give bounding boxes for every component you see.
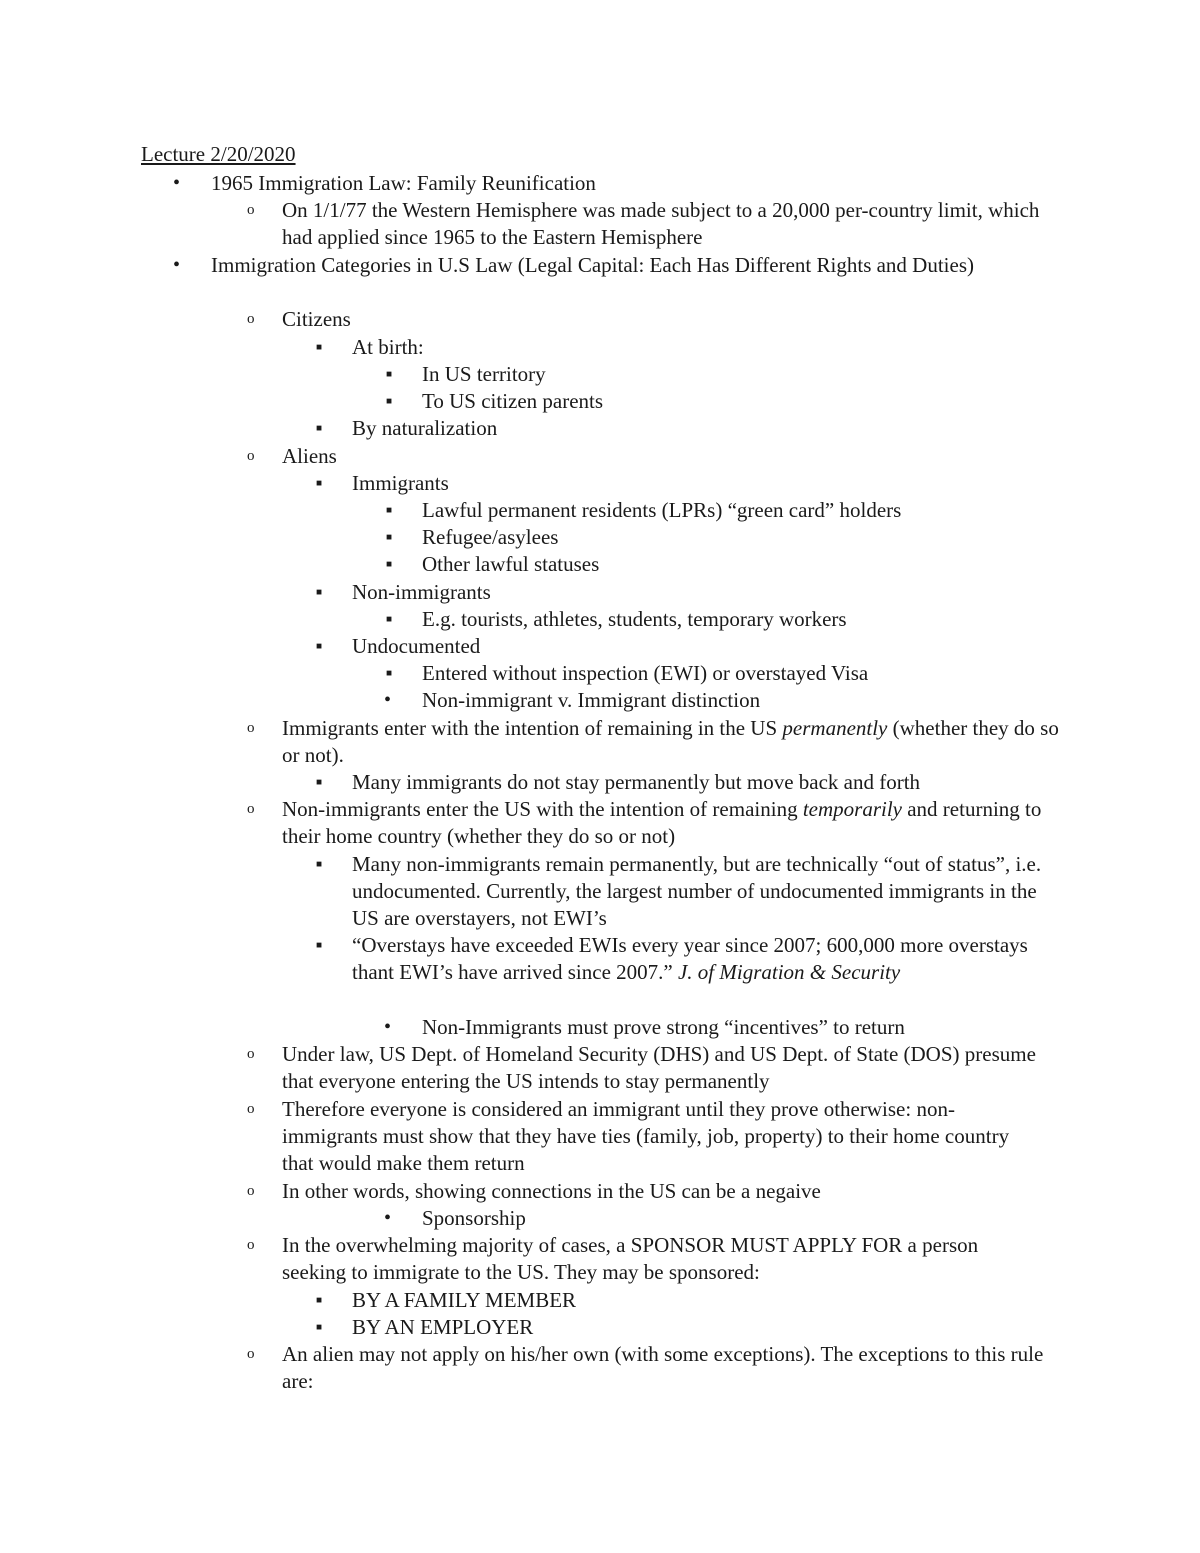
bullet-circle-icon: o (247, 311, 255, 327)
bullet-dot-icon: • (173, 254, 181, 276)
bullet-square-icon: ■ (386, 505, 393, 516)
bullet-dot-icon: • (384, 1207, 392, 1229)
bullet-square-icon: ■ (316, 1322, 323, 1333)
bullet-circle-icon: o (247, 448, 255, 464)
bullet-dot-icon: • (173, 172, 181, 194)
bullet-square-icon: ■ (316, 940, 323, 951)
bullet-circle-icon: o (247, 202, 255, 218)
bullet-circle-icon: o (247, 1237, 255, 1253)
list-item: ■ At birth: (352, 334, 1052, 361)
bullet-circle-icon: o (247, 1046, 255, 1062)
list-item: o Citizens (282, 306, 1042, 333)
bullet-square-icon: ■ (386, 396, 393, 407)
list-item: ■ Many non-immigrants remain permanently, but are technically “out of status”, i.e. undocumented. Currently, the largest number of undocumented immigrants in the US are overstayers, not EWI’s (316, 852, 1042, 931)
bullet-square-icon: ■ (316, 342, 323, 353)
list-item: • 1965 Immigration Law: Family Reunification (211, 170, 1111, 197)
bullet-circle-icon: o (247, 1346, 255, 1362)
list-item: ■ Refugee/asylees (422, 524, 1062, 551)
list-item: o An alien may not apply on his/her own (with some exceptions). The exceptions to this rule are: (247, 1342, 1044, 1394)
list-item: o Therefore everyone is considered an immigrant until they prove otherwise: non-immigrants must show that they have ties (family, job, property) to their home country that would make them return (247, 1097, 1010, 1176)
list-item: ■ Undocumented (352, 633, 1052, 660)
list-item: o Immigrants enter with the intention of remaining in the US permanently (whether they do so or not). (247, 716, 1059, 768)
list-item: • Non-immigrant v. Immigrant distinction (422, 687, 1062, 714)
list-item: • Sponsorship (422, 1205, 1062, 1232)
list-item: o Under law, US Dept. of Homeland Security (DHS) and US Dept. of State (DOS) presume that everyone entering the US intends to stay permanently (247, 1042, 1036, 1094)
list-item: ■ BY AN EMPLOYER (352, 1314, 1052, 1341)
list-item: ■ “Overstays have exceeded EWIs every year since 2007; 600,000 more overstays thant EWI’s have arrived since 2007.” J. of Migration & Security (316, 933, 1028, 985)
list-item: ■ Entered without inspection (EWI) or overstayed Visa (422, 660, 1062, 687)
list-item: o Aliens (282, 443, 1042, 470)
bullet-square-icon: ■ (386, 559, 393, 570)
bullet-circle-icon: o (247, 1183, 255, 1199)
list-item: ■ Other lawful statuses (422, 551, 1062, 578)
list-item: ■ BY A FAMILY MEMBER (352, 1287, 1052, 1314)
list-item: ■ E.g. tourists, athletes, students, temporary workers (422, 606, 1062, 633)
bullet-circle-icon: o (247, 801, 255, 817)
list-item: ■ Immigrants (352, 470, 1052, 497)
bullet-square-icon: ■ (316, 1295, 323, 1306)
list-item: o In the overwhelming majority of cases, a SPONSOR MUST APPLY FOR a person seeking to immigrate to the US. They may be sponsored: (247, 1233, 979, 1285)
list-item: o On 1/1/77 the Western Hemisphere was made subject to a 20,000 per-country limit, which had applied since 1965 to the Eastern Hemisphere (247, 198, 1040, 250)
list-item: ■ Lawful permanent residents (LPRs) “green card” holders (422, 497, 1062, 524)
bullet-square-icon: ■ (386, 668, 393, 679)
bullet-circle-icon: o (247, 720, 255, 736)
bullet-dot-icon: • (384, 689, 392, 711)
bullet-dot-icon: • (384, 1016, 392, 1038)
list-item: ■ Non-immigrants (352, 579, 1052, 606)
list-item: ■ Many immigrants do not stay permanently but move back and forth (352, 769, 1052, 796)
list-item: o Non-immigrants enter the US with the intention of remaining temporarily and returning to their home country (whether they do so or not) (247, 797, 1042, 849)
bullet-square-icon: ■ (316, 777, 323, 788)
bullet-square-icon: ■ (316, 859, 323, 870)
bullet-square-icon: ■ (316, 587, 323, 598)
bullet-square-icon: ■ (386, 614, 393, 625)
list-item: • Non-Immigrants must prove strong “incentives” to return (422, 1014, 1062, 1041)
list-item: ■ In US territory (422, 361, 1062, 388)
list-item: o In other words, showing connections in the US can be a negaive (282, 1178, 1042, 1205)
page-title: Lecture 2/20/2020 (141, 142, 296, 166)
list-item: • Immigration Categories in U.S Law (Legal Capital: Each Has Different Rights and Duties) (211, 252, 1011, 279)
bullet-square-icon: ■ (386, 532, 393, 543)
list-item: ■ By naturalization (352, 415, 1052, 442)
bullet-square-icon: ■ (386, 369, 393, 380)
bullet-square-icon: ■ (316, 478, 323, 489)
list-item: ■ To US citizen parents (422, 388, 1062, 415)
bullet-square-icon: ■ (316, 423, 323, 434)
bullet-circle-icon: o (247, 1101, 255, 1117)
bullet-square-icon: ■ (316, 641, 323, 652)
